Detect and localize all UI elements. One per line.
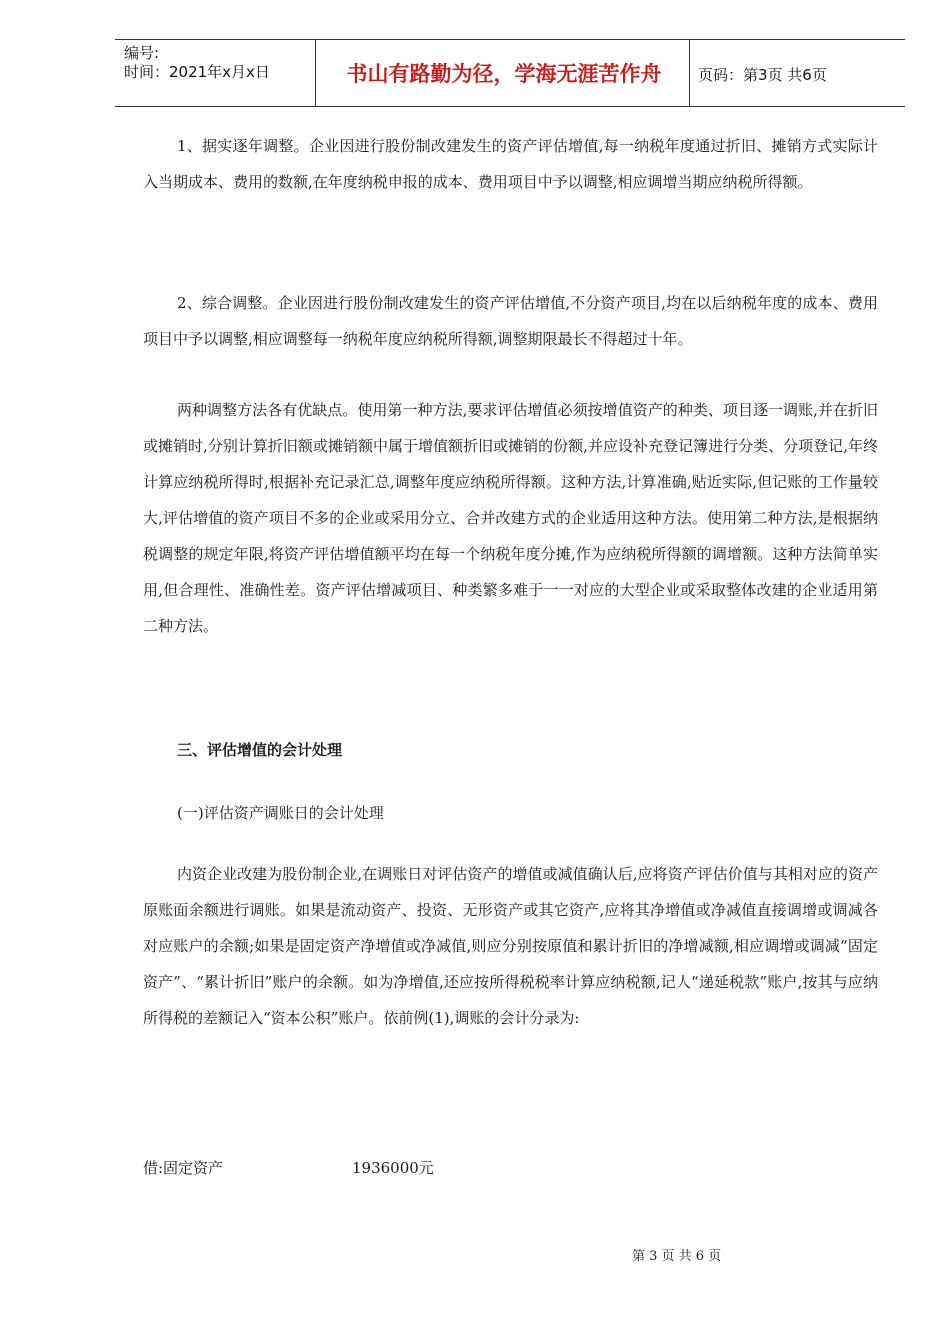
document-date-label: 时间：2021年x月x日: [124, 63, 270, 81]
header-divider-left: [315, 39, 316, 107]
page-footer: 第 3 页 共 6 页: [632, 1249, 722, 1264]
paragraph-methods-comparison: 两种调整方法各有优缺点。使用第一种方法,要求评估增值必须按增值资产的种类、项目逐一调账,并在折旧或摊销时,分别计算折旧额或摊销额中属于增值额折旧或摊销的份额,并应设补充登记簿进行分类、分项登记,年终计算应纳税所得时,根据补充记录汇总,调整年度应纳税所得额。这种方法,计算准确,贴近实际,但记账的工作量较大,评估增值的资产项目不多的企业或采用分立、合并改建方式的企业适用这种方法。使用第二种方法,是根据纳税调整的规定年限,将资产评估增值额平均在每一个纳税年度分摊,作为应纳税所得额的调增额。这种方法简单实用,但合理性、准确性差。资产评估增减项目、种类繁多难于一一对应的大型企业或采取整体改建的企业适用第二种方法。: [143, 401, 878, 635]
paragraph-adjust-yearly: 1、据实逐年调整。企业因进行股份制改建发生的资产评估增值,每一纳税年度通过折旧、摊销方式实际计入当期成本、费用的数额,在年度纳税申报的成本、费用项目中予以调整,相应调增当期应纳税所得额。: [143, 137, 878, 191]
paragraph-accounting-treatment: 内资企业改建为股份制企业,在调账日对评估资产的增值或减值确认后,应将资产评估价值与其相对应的资产原账面余额进行调账。如果是流动资产、投资、无形资产或其它资产,应将其净增值或净减值直接调增或调减各对应账户的余额;如果是固定资产净增值或净减值,则应分别按原值和累计折旧的净增减额,相应调增或调减“固定资产”、“累计折旧”账户的余额。如为净增值,还应按所得税税率计算应纳税额,记人“递延税款”账户,按其与应纳所得税的差额记入“资本公积”账户。依前例(1),调账的会计分录为:: [143, 865, 878, 1027]
header-bottom-rule: [115, 106, 905, 107]
header-top-rule: [115, 39, 905, 40]
journal-entry-amount: 1936000元: [352, 1159, 434, 1177]
journal-entry-account: 借:固定资产: [143, 1159, 224, 1177]
header-page-label: 页码：第3页 共6页: [698, 66, 827, 84]
header-motto: 书山有路勤为径，学海无涯苦作舟: [346, 62, 662, 86]
section-heading: 三、评估增值的会计处理: [177, 741, 343, 759]
subsection-heading: (一)评估资产调账日的会计处理: [177, 804, 384, 822]
paragraph-adjust-combined: 2、综合调整。企业因进行股份制改建发生的资产评估增值,不分资产项目,均在以后纳税年度的成本、费用项目中予以调整,相应调整每一纳税年度应纳税所得额,调整期限最长不得超过十年。: [143, 294, 878, 348]
document-code-label: 编号:: [124, 44, 160, 62]
